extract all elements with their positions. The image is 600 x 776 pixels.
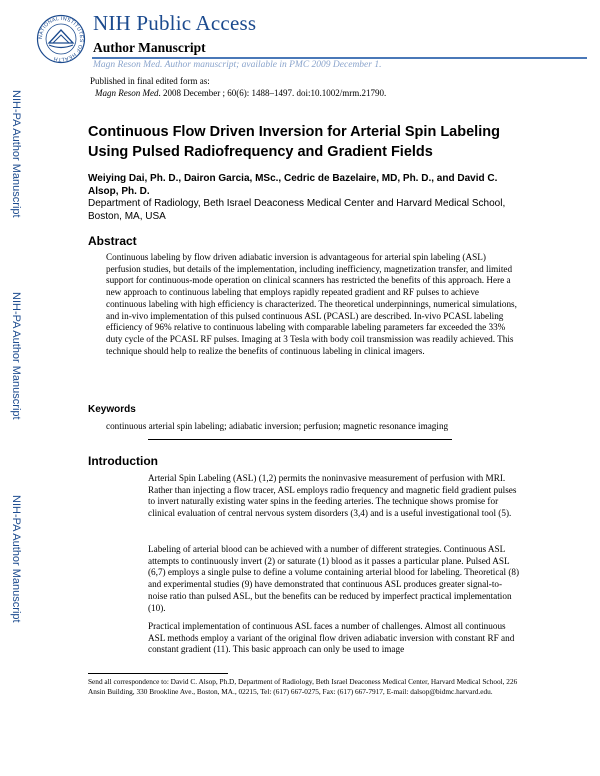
side-label-top: NIH-PA Author Manuscript — [10, 90, 22, 218]
logo-ring-text: NATIONAL INSTITUTES OF HEALTH — [37, 15, 85, 63]
availability-note: Magn Reson Med. Author manuscript; available in PMC 2009 December 1. — [93, 60, 382, 70]
nih-public-access-title: NIH Public Access — [93, 11, 257, 35]
affiliation: Department of Radiology, Beth Israel Deaconess Medical Center and Harvard Medical School, Boston, MA, USA — [88, 198, 506, 222]
article-title: Continuous Flow Driven Inversion for Arterial Spin Labeling Using Pulsed Radiofrequency and Gradient Fields — [88, 124, 500, 160]
header-rule — [92, 57, 587, 59]
intro-paragraph: Labeling of arterial blood can be achieved with a number of different strategies. Continuous ASL attempts to continuously invert (2) or saturate (1) blood as it passes a particular plane. Pulsed ASL (6,7) employs a single pulse to define a volume containing arterial blood for labeling. Theoretical (8) and experimental studies (9) have demonstrated that continuous ASL produces greater signal-to-noise ratio than pulsed ASL, but the benefits can be reduced by imperfect practical implementation (10). — [148, 544, 520, 613]
abstract-text: Continuous labeling by flow driven adiabatic inversion is advantageous for arterial spin labeling (ASL) perfusion studies, but details of the implementation, including inefficiency, magnetization transfer, and limited support for continuous-mode operation on clinical scanners has restricted the benefits of this approach. Here a new approach to continuous labeling that employs rapidly repeated gradient and RF pulses to achieve continuous labeling with high efficiency is characterized. The theoretical underpinnings, numerical simulations, and in-vivo implementation of this pulsed continuous ASL (PCASL) are described. In-vivo PCASL labeling efficiency of 96% relative to continuous labeling with comparable labeling parameters far exceeded the 33% duty cycle of the PCASL RF pulses. Imaging at 3 Tesla with body coil transmission was readily achieved. This technique should help to realize the benefits of continuous labeling in clinical imagers. — [106, 252, 517, 356]
nih-logo — [36, 14, 86, 64]
publication-note: Published in final edited form as: — [90, 76, 210, 86]
svg-text:NATIONAL INSTITUTES OF HEALTH — [38, 16, 84, 62]
side-label-bottom: NIH-PA Author Manuscript — [10, 495, 22, 623]
authors: Weiying Dai, Ph. D., Dairon Garcia, MSc., Cedric de Bazelaire, MD, Ph. D., and David C. Alsop, Ph. D. — [88, 173, 498, 197]
keywords-heading: Keywords — [88, 404, 136, 415]
footnote-rule — [88, 673, 228, 674]
keywords-text: continuous arterial spin labeling; adiabatic inversion; perfusion; magnetic resonance imaging — [106, 421, 449, 431]
journal-name: Magn Reson Med — [95, 88, 159, 98]
citation-line — [95, 88, 386, 98]
correspondence-footnote: Send all correspondence to: David C. Alsop, Ph.D, Department of Radiology, Beth Israel Deaconess Medical Center, Harvard Medical School, 226 Ansin Building, 330 Brookline Ave., Boston, MA., 02215, Tel: (617) 667-0275, Fax: (617) 667-7917, E-mail: dalsop@bidmc.harvard.edu. — [88, 677, 518, 696]
side-label-middle: NIH-PA Author Manuscript — [10, 292, 22, 420]
author-manuscript-label: Author Manuscript — [93, 40, 206, 55]
introduction-heading: Introduction — [88, 454, 158, 468]
intro-paragraph: Practical implementation of continuous ASL faces a number of challenges. Almost all continuous ASL methods employ a variant of the original flow driven adiabatic inversion with constant RF and constant gradient (11). This basic approach can only be used to image — [148, 621, 515, 655]
section-divider — [148, 439, 452, 440]
citation-details: . 2008 December ; 60(6): 1488–1497. doi:10.1002/mrm.21790. — [158, 88, 387, 98]
intro-paragraph: Arterial Spin Labeling (ASL) (1,2) permits the noninvasive measurement of perfusion with MRI. Rather than injecting a flow tracer, ASL employs radio frequency and magnetic field gradient pulses to invert naturally existing water spins in the feeding arteries. The technique shows promise for clinical evaluation of central nervous system disorders (3,4) and is a useful investigational tool (5). — [148, 473, 517, 519]
abstract-heading: Abstract — [88, 234, 137, 248]
